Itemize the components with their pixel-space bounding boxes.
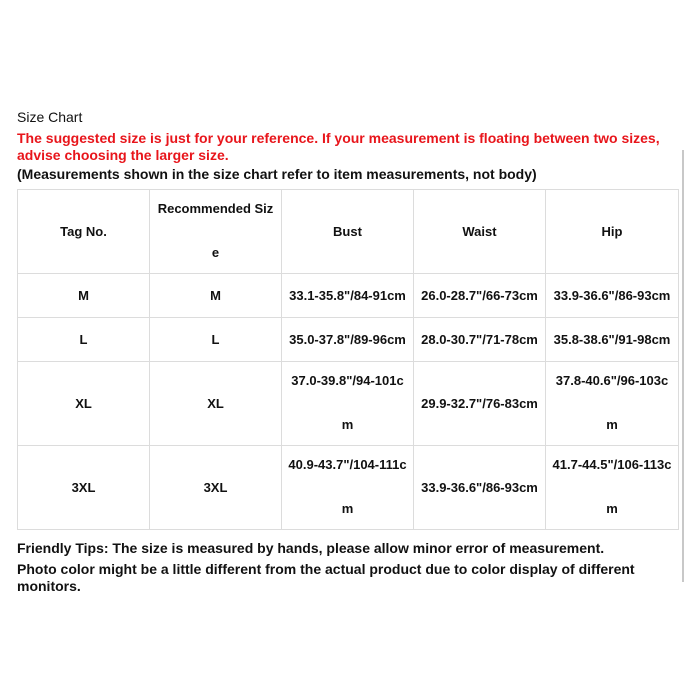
header-bust: Bust: [282, 190, 414, 274]
table-row: [18, 318, 679, 362]
cell-hip-line1: 37.8-40.6"/96-103c: [555, 373, 669, 388]
page-title: Size Chart: [17, 109, 83, 125]
header-recommended-size: [150, 190, 282, 274]
table-header-row: [18, 190, 679, 274]
cell-bust-line2: m: [341, 501, 354, 516]
cell-bust-line2: m: [341, 417, 354, 432]
cell-bust: [282, 446, 414, 530]
cell-hip-line2: m: [606, 501, 618, 516]
cell-waist: 33.9-36.6"/86-93cm: [414, 446, 546, 530]
cell-recommended: XL: [150, 362, 282, 446]
cell-bust-line1: 37.0-39.8"/94-101c: [291, 373, 404, 388]
cell-recommended: L: [150, 318, 282, 362]
cell-recommended: 3XL: [150, 446, 282, 530]
table-row: [18, 274, 679, 318]
footer-notes: [17, 540, 667, 599]
cell-hip-line2: m: [606, 417, 618, 432]
size-advice-notice: The suggested size is just for your reference. If your measurement is floating between two sizes, advise choosing the larger size.: [17, 130, 660, 163]
cell-bust: [282, 362, 414, 446]
cell-bust-line1: 40.9-43.7"/104-111c: [288, 457, 407, 472]
header-recommended-line2: e: [211, 245, 220, 260]
cell-waist: 29.9-32.7"/76-83cm: [414, 362, 546, 446]
cell-tag: L: [18, 318, 150, 362]
header-hip: Hip: [546, 190, 679, 274]
cell-hip: [546, 362, 679, 446]
cell-recommended: M: [150, 274, 282, 318]
cell-bust: 35.0-37.8"/89-96cm: [282, 318, 414, 362]
header-recommended-line1: Recommended Siz: [157, 201, 274, 216]
table-row: [18, 362, 679, 446]
cell-hip: [546, 446, 679, 530]
cell-tag: M: [18, 274, 150, 318]
cell-tag: XL: [18, 362, 150, 446]
size-chart-table: [17, 189, 679, 530]
header-waist: Waist: [414, 190, 546, 274]
cell-hip: 35.8-38.6"/91-98cm: [546, 318, 679, 362]
scrollbar[interactable]: [682, 150, 684, 582]
measurement-note: (Measurements shown in the size chart refer to item measurements, not body): [17, 166, 537, 182]
cell-waist: 28.0-30.7"/71-78cm: [414, 318, 546, 362]
table-row: [18, 446, 679, 530]
color-disclaimer: Photo color might be a little different from the actual product due to color display of different monitors.: [17, 561, 635, 594]
cell-tag: 3XL: [18, 446, 150, 530]
friendly-tips: Friendly Tips: The size is measured by hands, please allow minor error of measurement.: [17, 540, 605, 556]
cell-hip: 33.9-36.6"/86-93cm: [546, 274, 679, 318]
cell-hip-line1: 41.7-44.5"/106-113c: [552, 457, 672, 472]
cell-waist: 26.0-28.7"/66-73cm: [414, 274, 546, 318]
cell-bust: 33.1-35.8"/84-91cm: [282, 274, 414, 318]
header-tag-no: Tag No.: [18, 190, 150, 274]
